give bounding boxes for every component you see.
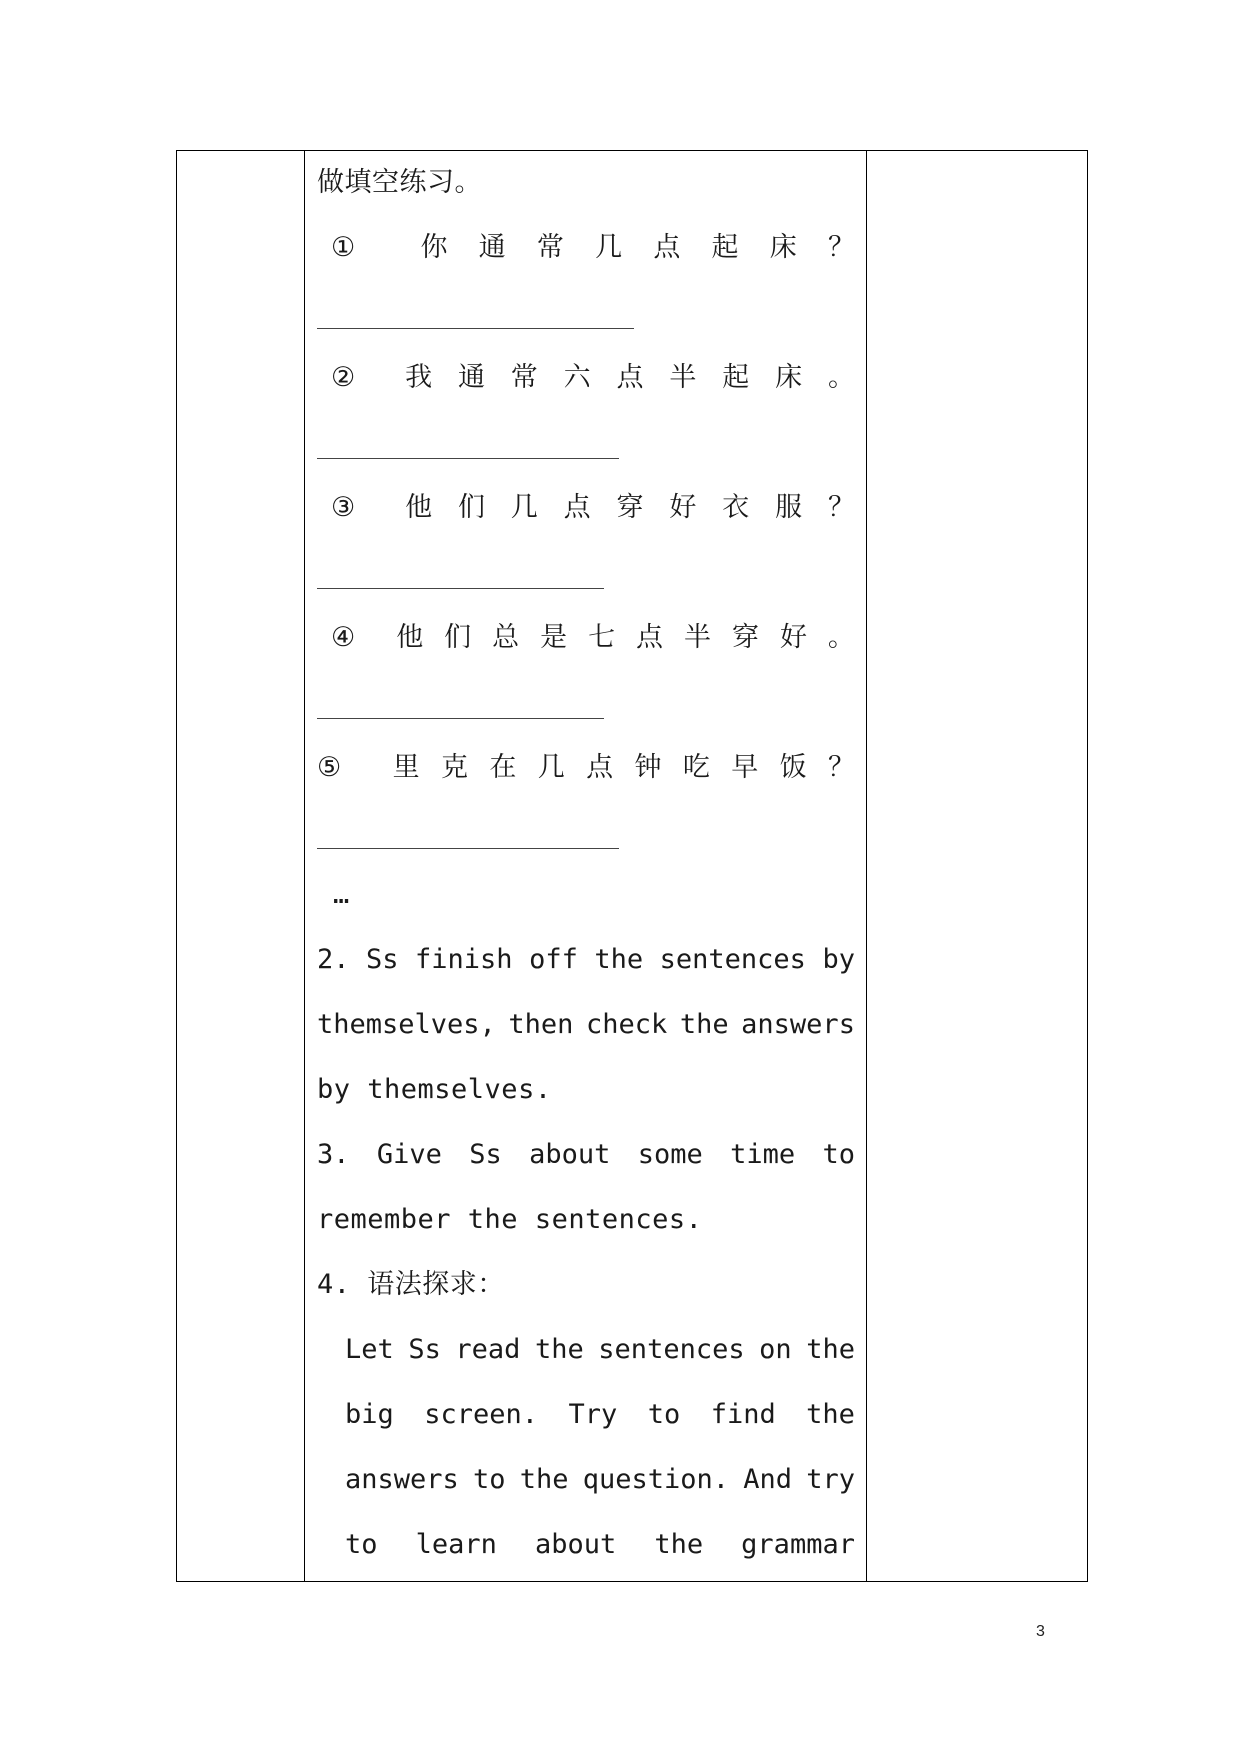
step-4-title: 4. 语法探求： <box>317 1269 505 1300</box>
exercise-number: ① <box>331 232 356 263</box>
exercise-item-2: ② 我 通 常 六 点 半 起 床 。 <box>331 362 855 393</box>
step-4-line-1: Let Ss read the sentences on the <box>345 1334 855 1365</box>
answer-blank-4[interactable] <box>317 718 604 719</box>
exercise-item-1: ① 你 通 常 几 点 起 床 ？ <box>331 232 855 263</box>
exercise-number: ④ <box>331 622 356 653</box>
step-4-line-2: big screen. Try to find the <box>345 1399 855 1430</box>
answer-blank-1[interactable] <box>317 328 634 329</box>
intro-text: 做填空练习。 <box>317 167 482 198</box>
step-2-line-3: by themselves. <box>317 1074 552 1105</box>
exercise-item-5: ⑤ 里 克 在 几 点 钟 吃 早 饭 ？ <box>317 752 855 783</box>
step-4-line-4: to learn about the grammar <box>345 1529 855 1560</box>
answer-blank-5[interactable] <box>317 848 619 849</box>
step-2-line-1: 2. Ss finish off the sentences by <box>317 944 855 975</box>
exercise-item-3: ③ 他 们 几 点 穿 好 衣 服 ？ <box>331 492 855 523</box>
step-3-line-1: 3. Give Ss about some time to <box>317 1139 855 1170</box>
step-4-line-3: answers to the question. And try <box>345 1464 855 1495</box>
column-divider-right <box>866 151 867 1581</box>
page-number: 3 <box>1036 1623 1045 1640</box>
ellipsis: … <box>333 879 350 910</box>
exercise-item-4: ④ 他 们 总 是 七 点 半 穿 好 。 <box>331 622 855 653</box>
answer-blank-3[interactable] <box>317 588 604 589</box>
exercise-number: ③ <box>331 492 356 523</box>
step-2-line-2: themselves, then check the answers <box>317 1009 855 1040</box>
column-divider-left <box>304 151 305 1581</box>
exercise-number: ② <box>331 362 356 393</box>
answer-blank-2[interactable] <box>317 458 619 459</box>
step-3-line-2: remember the sentences. <box>317 1204 703 1235</box>
exercise-number: ⑤ <box>317 752 342 783</box>
